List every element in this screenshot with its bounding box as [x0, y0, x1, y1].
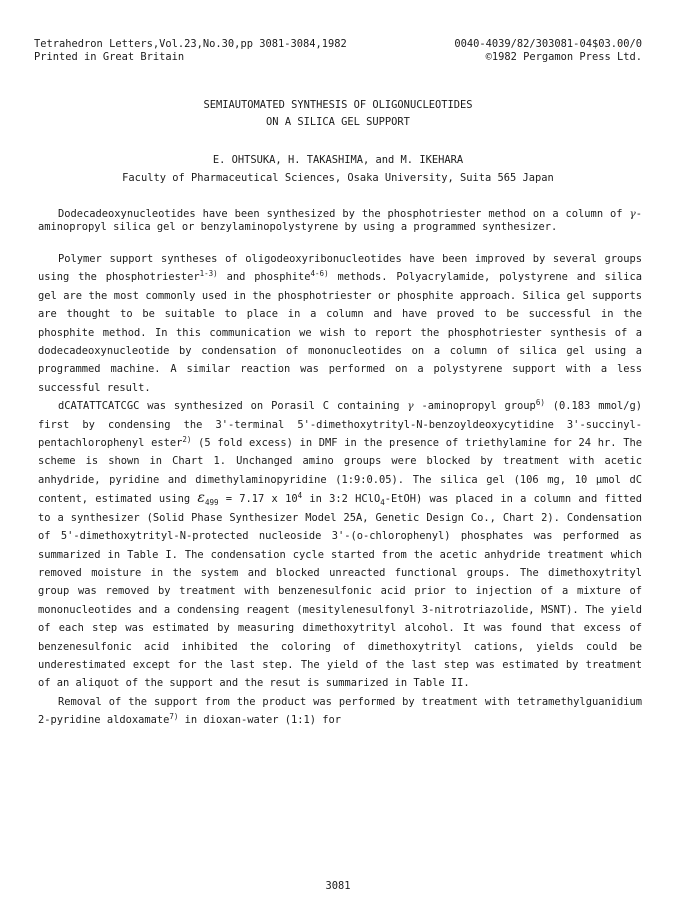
ref-6: 6)	[535, 398, 545, 408]
p3-text-1: Removal of the support from the product was performed by treatment with tetramethylguanidium 2-pyridine aldoxamate	[38, 695, 642, 727]
page-number: 3081	[325, 880, 351, 892]
p2-text-7: -EtOH) was placed in a column and fitted to a synthesizer (Solid Phase Synthesizer Model 25A, Genetic Design Co., Chart 2). Condensation of 5'-dimethoxytrityl-N-protected nucleoside 3'-(o-chlorophenyl) phosphates was performed as summarized in Table I. The condensation cycle started from the acetic anhydride treatment which removed moisture in the system and blocked unreacted functional groups. The dimethoxytrityl group was removed by treatment with benzenesulfonic acid prior to injection of a mixture of mononucleotides and a condensing reagent (mesitylenesulfonyl 3-nitrotriazolide, MSNT). The yield of each step was estimated by measuring dimethoxytrityl alcohol. It was found that excess of benzenesulfonic acid inhibited the coloring of dimethoxytrityl cations, yields could be underestimated except for the last step. The yield of the last step was estimated by treatment of an aliquot of the support and the resut is summarized in Table II.	[38, 493, 642, 690]
p2-text-6: in 3:2 HClO	[302, 493, 381, 506]
p2-text-4: (5 fold excess) in DMF in the presence of triethylamine for 24 hr. The scheme is shown in Chart 1. Unchanged amino groups were blocked by treatment with acetic anhydride, pyridine and dimethylaminopyridine (1:9:0.05). The silica gel (106 mg, 10 μmol dC content, estimated using	[38, 437, 642, 506]
paragraph-1	[38, 250, 642, 397]
affiliation: Faculty of Pharmaceutical Sciences, Osaka University, Suita 565 Japan	[122, 172, 554, 184]
abstract-text-1: Dodecadeoxynucleotides have been synthesized by the phosphotriester method on a column of	[58, 208, 630, 220]
p2-text-5: = 7.17 x 10	[218, 493, 298, 506]
journal-citation: Tetrahedron Letters,Vol.23,No.30,pp 3081-3084,1982	[34, 38, 347, 50]
copyright-note: ©1982 Pergamon Press Ltd.	[485, 51, 642, 63]
epsilon-symbol: ε	[197, 490, 205, 507]
p1-text-2: and phosphite	[217, 271, 311, 284]
ref-4-6: 4-6)	[310, 269, 329, 279]
author-list: E. OHTSUKA, H. TAKASHIMA, and M. IKEHARA	[212, 154, 464, 166]
paper-title-line-2: ON A SILICA GEL SUPPORT	[266, 116, 410, 128]
paper-title-line-1: SEMIAUTOMATED SYNTHESIS OF OLIGONUCLEOTIDES	[203, 99, 473, 111]
exponent: 4	[297, 491, 303, 501]
paragraph-3	[38, 693, 642, 730]
paragraph-2	[38, 397, 642, 693]
p1-text-1: Polymer support syntheses of oligodeoxyribonucleotides have been improved by several groups using the phosphotriester	[38, 253, 642, 284]
printed-note: Printed in Great Britain	[34, 51, 185, 63]
p2-text-3: (0.183 mmol/g) first by condensing the 3'-terminal 5'-dimethoxytrityl-N-benzoyldeoxycytidine 3'-succinyl-pentachlorophenyl ester	[38, 400, 643, 450]
p3-text-2: in dioxan-water (1:1) for	[178, 714, 342, 727]
p2-text-2: -aminopropyl group	[413, 400, 536, 413]
p1-text-3: methods. Polyacrylamide, polystyrene and silica gel are the most commonly used in the phosphotriester or phosphite approach. Silica gel supports are thought to be suitable to place in a column and have proved to be successful in the phosphite method. In this communication we wish to report the phosphotriester synthesis of a dodecadeoxynucleotide by condensation of mononucleotides on a column of silica gel using a programmed machine. A similar reaction was performed on a polystyrene support with a less successful result.	[38, 271, 642, 394]
clo4-subscript: 4	[380, 498, 385, 508]
ref-2: 2)	[182, 435, 192, 445]
abstract	[38, 208, 642, 234]
issn-code: 0040-4039/82/303081-04$03.00/0	[454, 38, 642, 50]
gamma-symbol: γ	[407, 400, 414, 413]
ref-7: 7)	[169, 712, 179, 722]
p2-text-1: dCATATTCATCGC was synthesized on Porasil C containing	[58, 400, 408, 413]
ref-1-3: 1-3)	[199, 269, 218, 279]
gamma-symbol: γ	[629, 208, 636, 220]
abstract-text-2: -aminopropyl silica gel or benzylaminopolystyrene by using a programmed synthesizer.	[38, 208, 642, 233]
epsilon-subscript: 499	[204, 498, 219, 508]
body-text	[38, 250, 642, 730]
